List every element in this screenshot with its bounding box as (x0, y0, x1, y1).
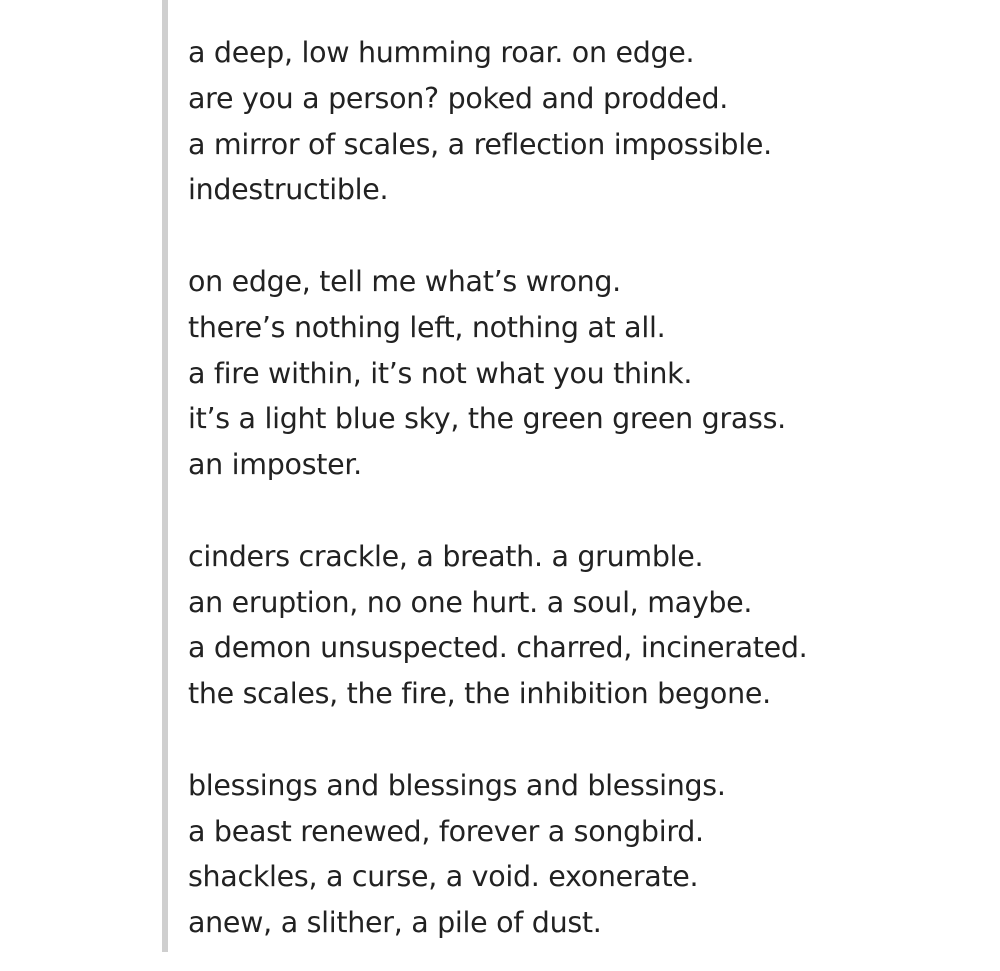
stanza-2 (188, 259, 807, 488)
poem-line: a deep, low humming roar. on edge. (188, 36, 695, 69)
poem-line: an imposter. (188, 448, 362, 482)
poem-line: blessings and blessings and blessings. (188, 768, 726, 802)
poem-line: anew, a slither, a pile of dust. (188, 906, 602, 940)
poem-line: a fire within, it’s not what you think. (188, 356, 693, 390)
poem-line: there’s nothing left, nothing at all. (188, 310, 666, 344)
poem-line: it’s a light blue sky, the green green grass. (188, 402, 786, 436)
poem-line: a demon unsuspected. charred, incinerated. (188, 631, 808, 665)
stanza-1 (188, 30, 807, 213)
poem-line: the scales, the fire, the inhibition begone. (188, 677, 771, 711)
poem-line: shackles, a curse, a void. exonerate. (188, 860, 699, 894)
poem-line: cinders crackle, a breath. a grumble. (188, 539, 704, 573)
poem-line: a beast renewed, forever a songbird. (188, 814, 704, 848)
poem-line: are you a person? poked and prodded. (188, 81, 729, 115)
poem-line: an eruption, no one hurt. a soul, maybe. (188, 585, 753, 619)
stanza-4 (188, 763, 807, 946)
stanza-3 (188, 534, 807, 717)
poem-line: indestructible. (188, 173, 389, 207)
poem-text (188, 30, 807, 946)
poem-line: on edge, tell me what’s wrong. (188, 264, 621, 298)
blockquote-bar (162, 0, 168, 952)
poem-line: a mirror of scales, a reflection impossible. (188, 127, 772, 161)
